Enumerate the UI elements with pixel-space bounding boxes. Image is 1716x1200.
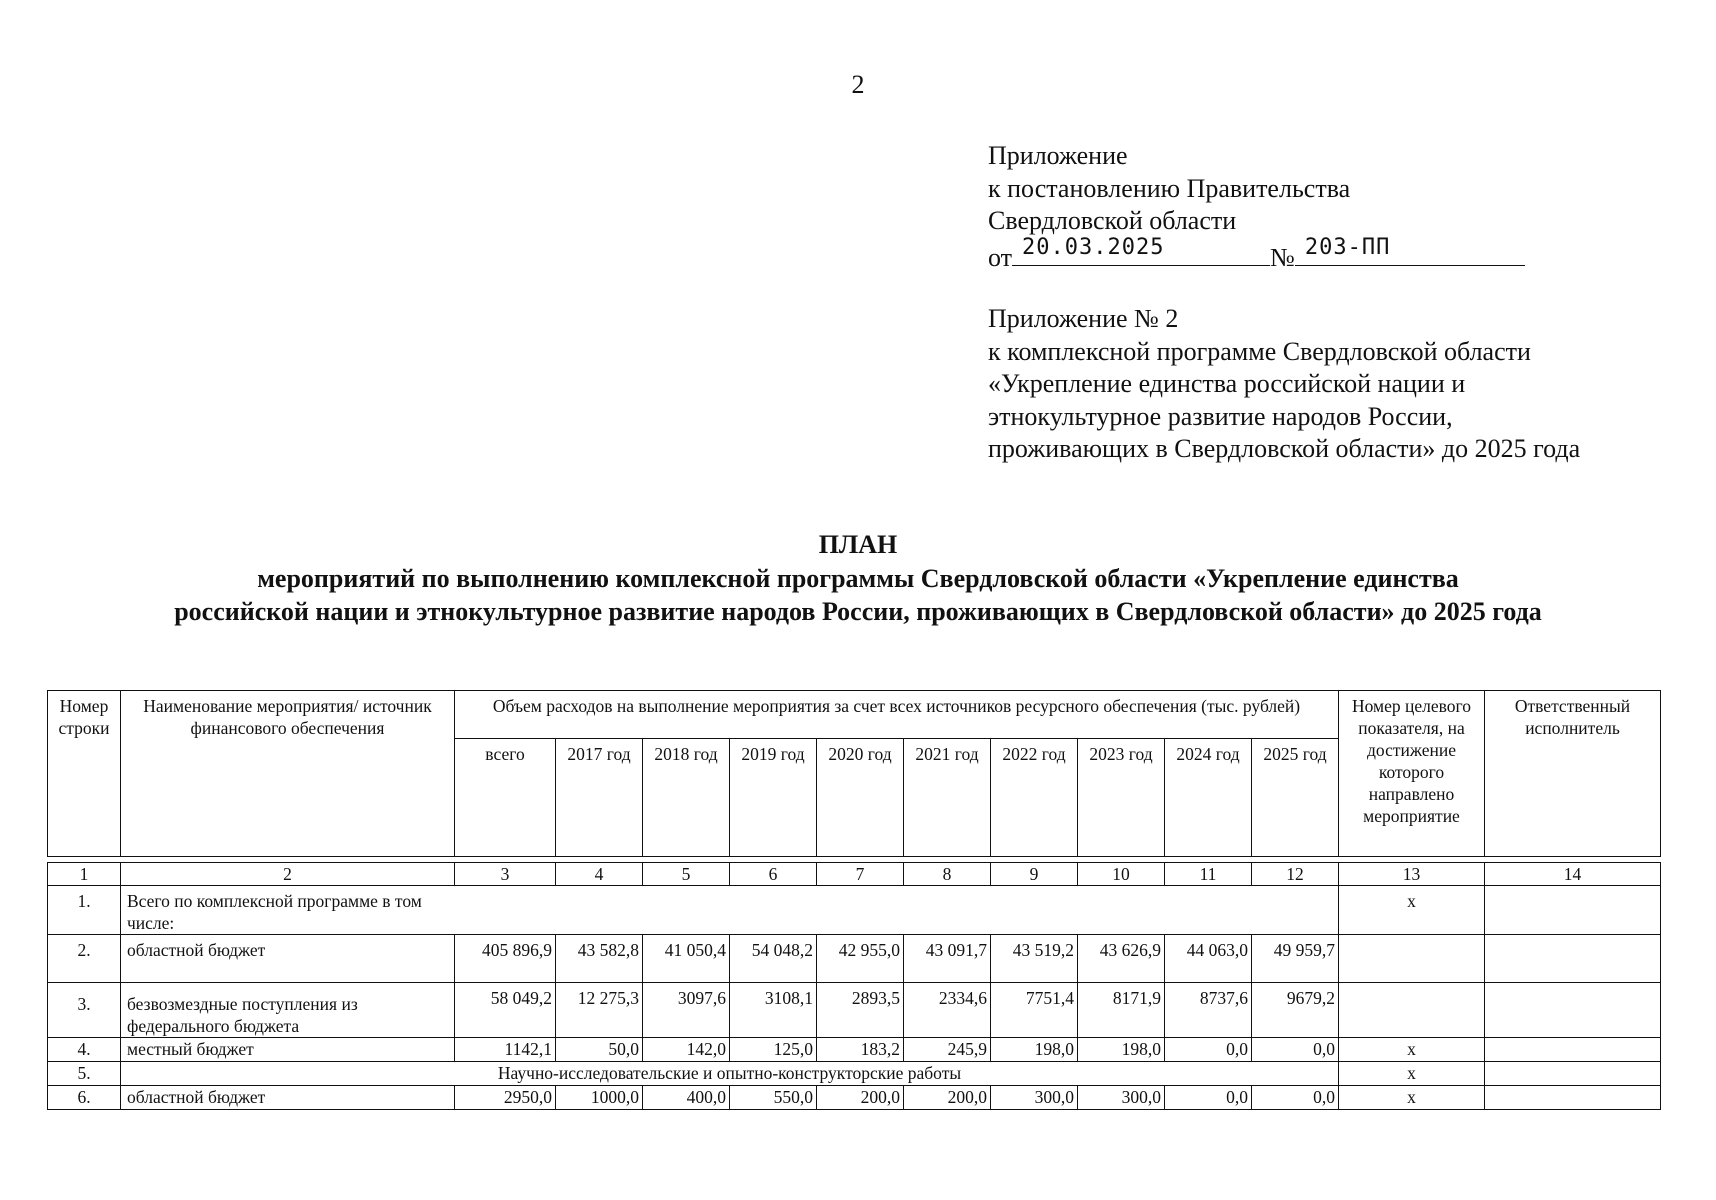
row-value: 400,0 xyxy=(643,1086,730,1110)
column-number: 8 xyxy=(904,863,991,886)
row-number: 6. xyxy=(48,1086,121,1110)
column-number: 12 xyxy=(1252,863,1339,886)
row-value: 9679,2 xyxy=(1252,983,1339,1038)
appendix-2-line5: проживающих в Свердловской области» до 2025 года xyxy=(988,434,1581,463)
table-row xyxy=(48,1038,1661,1062)
plan-title: ПЛАН xyxy=(818,530,898,559)
header-name: Наименование мероприятия/ источник финансового обеспечения xyxy=(121,691,455,857)
row-value: 43 519,2 xyxy=(991,935,1078,983)
header-year: 2023 год xyxy=(1078,739,1165,857)
row-target: х xyxy=(1339,1038,1485,1062)
plan-subtitle-line1: мероприятий по выполнению комплексной программы Свердловской области «Укрепление единства xyxy=(257,564,1459,593)
appendix-2-line4: этнокультурное развитие народов России, xyxy=(988,401,1453,431)
row-value: 43 626,9 xyxy=(1078,935,1165,983)
appendix-2-line1: Приложение № 2 xyxy=(988,304,1179,333)
row-value: 3097,6 xyxy=(643,983,730,1038)
column-number: 1 xyxy=(48,863,121,886)
header-responsible: Ответственный исполнитель xyxy=(1485,691,1661,857)
row-value: 44 063,0 xyxy=(1165,935,1252,983)
row-name: безвозмездные поступления из федерального бюджета xyxy=(121,983,455,1038)
row-number: 2. xyxy=(48,935,121,983)
plan-subtitle-line2: российской нации и этнокультурное развитие народов России, проживающих в Свердловской области» до 2025 года xyxy=(174,597,1542,626)
row-value: 0,0 xyxy=(1165,1038,1252,1062)
row-value: 125,0 xyxy=(730,1038,817,1062)
number-prefix: № xyxy=(1270,242,1295,272)
row-responsible xyxy=(1485,1038,1661,1062)
table-row xyxy=(48,983,1661,1038)
row-value: 42 955,0 xyxy=(817,935,904,983)
row-value: 550,0 xyxy=(730,1086,817,1110)
row-value: 43 582,8 xyxy=(556,935,643,983)
row-value: 50,0 xyxy=(556,1038,643,1062)
row-value: 200,0 xyxy=(817,1086,904,1110)
column-number: 13 xyxy=(1339,863,1485,886)
row-value: 12 275,3 xyxy=(556,983,643,1038)
header-year: 2019 год xyxy=(730,739,817,857)
table-row xyxy=(48,1062,1661,1086)
row-value: 183,2 xyxy=(817,1038,904,1062)
row-value: 1000,0 xyxy=(556,1086,643,1110)
row-responsible xyxy=(1485,983,1661,1038)
row-target: х xyxy=(1339,886,1485,935)
row-responsible xyxy=(1485,1062,1661,1086)
row-value: 0,0 xyxy=(1252,1086,1339,1110)
row-value: 49 959,7 xyxy=(1252,935,1339,983)
row-number: 5. xyxy=(48,1062,121,1086)
appendix-2-line2: к комплексной программе Свердловской области xyxy=(988,336,1531,366)
column-number: 2 xyxy=(121,863,455,886)
header-year: 2021 год xyxy=(904,739,991,857)
column-number: 4 xyxy=(556,863,643,886)
appendix-1-line2: к постановлению Правительства xyxy=(988,173,1351,203)
header-year: 2020 год xyxy=(817,739,904,857)
column-number: 5 xyxy=(643,863,730,886)
row-name: областной бюджет xyxy=(121,1086,455,1110)
table-row xyxy=(48,886,1661,935)
row-target: х xyxy=(1339,1062,1485,1086)
appendix-1 xyxy=(988,140,1525,274)
table-row xyxy=(48,1086,1661,1110)
row-value: 200,0 xyxy=(904,1086,991,1110)
row-responsible xyxy=(1485,1086,1661,1110)
appendix-2-line3: «Укрепление единства российской нации и xyxy=(988,369,1466,398)
column-number: 6 xyxy=(730,863,817,886)
header-year: 2022 год xyxy=(991,739,1078,857)
row-target xyxy=(1339,983,1485,1038)
row-number: 1. xyxy=(48,886,121,935)
header-volume: Объем расходов на выполнение мероприятия за счет всех источников ресурсного обеспечения (тыс. рублей) xyxy=(455,691,1339,739)
header-year: 2018 год xyxy=(643,739,730,857)
row-value: 2950,0 xyxy=(455,1086,556,1110)
row-number: 4. xyxy=(48,1038,121,1062)
appendix-1-line1: Приложение xyxy=(988,141,1128,170)
row-value: 300,0 xyxy=(1078,1086,1165,1110)
row-value: 2893,5 xyxy=(817,983,904,1038)
row-number: 3. xyxy=(48,983,121,1038)
date-value: 20.03.2025 xyxy=(1022,235,1165,260)
column-number-row xyxy=(48,863,1661,886)
date-prefix: от xyxy=(988,242,1013,272)
header-year: 2017 год xyxy=(556,739,643,857)
row-value: 43 091,7 xyxy=(904,935,991,983)
header-year: 2025 год xyxy=(1252,739,1339,857)
row-name: местный бюджет xyxy=(121,1038,455,1062)
appendix-1-date-line xyxy=(988,235,1525,275)
table-row xyxy=(48,935,1661,983)
number-value: 203-ПП xyxy=(1304,235,1391,260)
header-year: 2024 год xyxy=(1165,739,1252,857)
row-value: 300,0 xyxy=(991,1086,1078,1110)
column-number: 14 xyxy=(1485,863,1661,886)
column-number: 10 xyxy=(1078,863,1165,886)
number-blank xyxy=(1295,235,1525,266)
plan-table-body xyxy=(47,862,1661,1110)
row-value: 1142,1 xyxy=(455,1038,556,1062)
row-value: 2334,6 xyxy=(904,983,991,1038)
appendix-2 xyxy=(988,303,1580,466)
row-value: 0,0 xyxy=(1252,1038,1339,1062)
row-section-title: Научно-исследовательские и опытно-конструкторские работы xyxy=(121,1062,1339,1086)
plan-table-header xyxy=(47,690,1661,857)
plan-subtitle xyxy=(0,562,1716,628)
row-value: 0,0 xyxy=(1165,1086,1252,1110)
header-total: всего xyxy=(455,739,556,857)
column-number: 7 xyxy=(817,863,904,886)
row-value: 3108,1 xyxy=(730,983,817,1038)
column-number: 3 xyxy=(455,863,556,886)
row-value: 7751,4 xyxy=(991,983,1078,1038)
row-value: 8171,9 xyxy=(1078,983,1165,1038)
page-number: 2 xyxy=(851,70,865,99)
row-value: 198,0 xyxy=(991,1038,1078,1062)
appendix-1-line3: Свердловской области xyxy=(988,206,1237,235)
row-responsible xyxy=(1485,886,1661,935)
row-value: 142,0 xyxy=(643,1038,730,1062)
row-value: 8737,6 xyxy=(1165,983,1252,1038)
row-target xyxy=(1339,935,1485,983)
row-target: х xyxy=(1339,1086,1485,1110)
row-value: 58 049,2 xyxy=(455,983,556,1038)
row-value: 41 050,4 xyxy=(643,935,730,983)
header-target: Номер целевого показателя, на достижение которого направлено мероприятие xyxy=(1339,691,1485,857)
header-row-number: Номер строки xyxy=(48,691,121,857)
row-value: 198,0 xyxy=(1078,1038,1165,1062)
column-number: 9 xyxy=(991,863,1078,886)
date-blank xyxy=(1012,235,1270,266)
row-value: 54 048,2 xyxy=(730,935,817,983)
row-value: 405 896,9 xyxy=(455,935,556,983)
row-name: Всего по комплексной программе в том числе: xyxy=(121,886,1339,935)
row-name: областной бюджет xyxy=(121,935,455,983)
row-responsible xyxy=(1485,935,1661,983)
row-value: 245,9 xyxy=(904,1038,991,1062)
column-number: 11 xyxy=(1165,863,1252,886)
